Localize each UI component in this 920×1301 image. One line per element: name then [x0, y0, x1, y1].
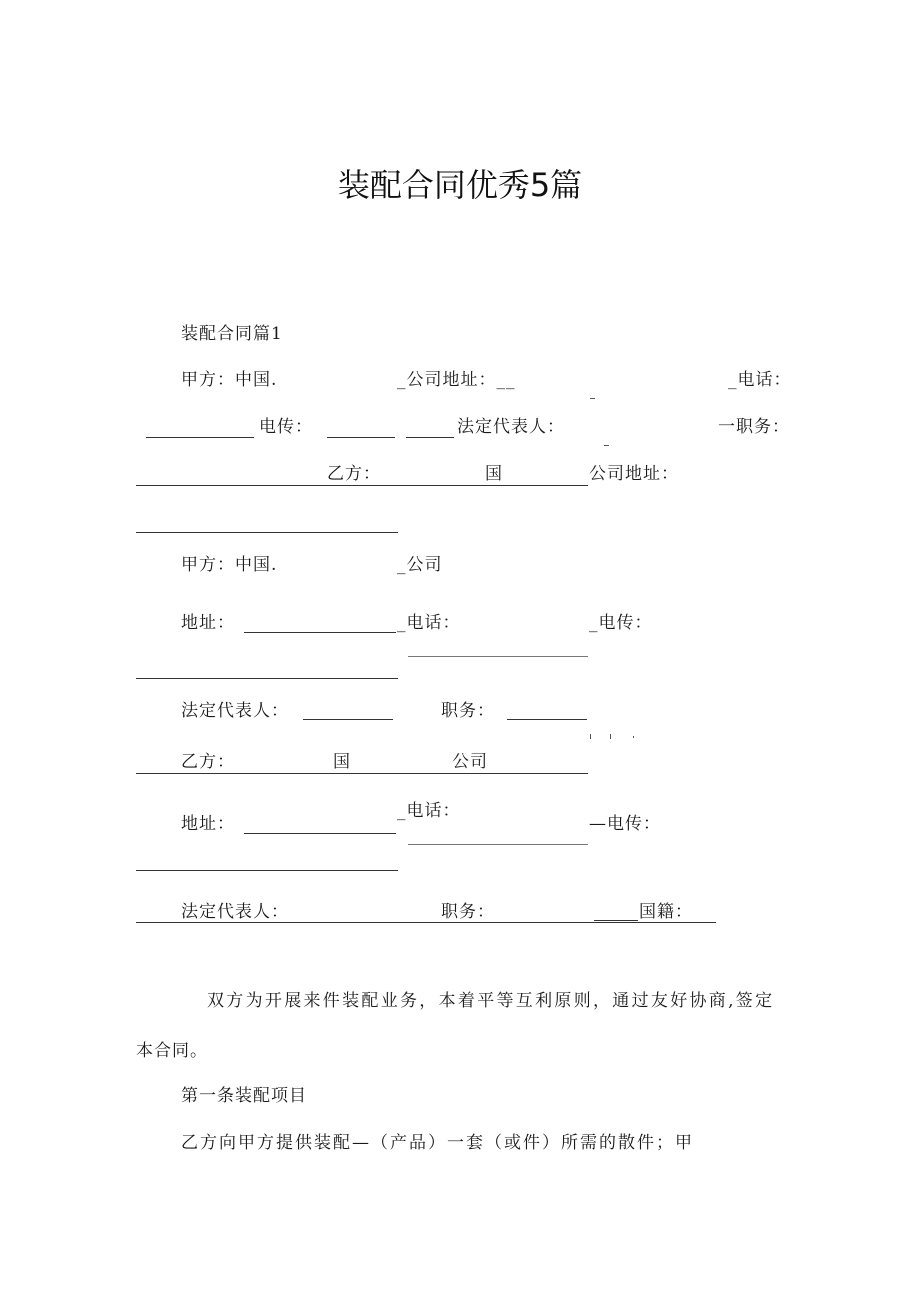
blank-line — [136, 532, 398, 533]
party-a-label: 甲方：中国. — [181, 555, 278, 575]
stray-mark — [604, 445, 609, 446]
header-company-address-b: 公司地址： — [589, 464, 679, 484]
party-b-fax: —电传： — [589, 814, 661, 834]
article-1-text: 乙方向甲方提供装配—（产品）一套（或件）所需的散件；甲 — [181, 1133, 694, 1153]
blank-line — [244, 632, 396, 633]
header-position: 一职务： — [718, 417, 790, 437]
intro-paragraph-line-2: 本合同。 — [136, 1041, 208, 1061]
blank-line — [136, 922, 716, 923]
party-b-legal-rep: 法定代表人： — [181, 902, 289, 922]
blank-line — [146, 437, 254, 438]
blank-line — [408, 844, 588, 845]
party-a-position: 职务： — [441, 701, 495, 721]
header-company-address: _公司地址：__ — [397, 370, 516, 390]
party-a-phone: _电话： — [397, 613, 461, 633]
article-1-heading: 第一条装配项目 — [181, 1086, 307, 1106]
document-title: 装配合同优秀5篇 — [337, 166, 583, 204]
section-heading: 装配合同篇1 — [181, 324, 283, 344]
party-a-fax: _电传： — [589, 613, 653, 633]
party-b-company: 公司 — [452, 752, 488, 772]
blank-line — [136, 485, 588, 486]
party-b-label: 乙方： — [181, 752, 235, 772]
blank-line — [136, 773, 588, 774]
party-a-legal-rep: 法定代表人： — [181, 701, 289, 721]
party-a-company: _公司 — [397, 555, 443, 575]
party-b-address: 地址： — [181, 814, 235, 834]
blank-line — [136, 678, 398, 679]
party-b-nationality: 国籍： — [639, 902, 693, 922]
header-legal-rep: 法定代表人： — [457, 417, 565, 437]
party-b-phone: _电话： — [397, 801, 461, 821]
blank-line — [303, 719, 393, 720]
header-party-a: 甲方：中国. — [181, 370, 278, 390]
blank-line — [507, 719, 587, 720]
header-country: 国 — [485, 464, 503, 484]
stray-mark — [590, 734, 591, 739]
header-phone: _电话： — [728, 370, 792, 390]
stray-mark — [610, 734, 611, 739]
header-party-b: 乙方： — [327, 464, 381, 484]
intro-paragraph-line-1: 双方为开展来件装配业务，本着平等互利原则，通过友好协商,签定 — [207, 991, 775, 1011]
blank-line — [244, 833, 396, 834]
party-b-country: 国 — [333, 752, 351, 772]
blank-line — [406, 437, 454, 438]
blank-line — [408, 656, 588, 657]
stray-mark — [633, 736, 634, 738]
blank-line — [327, 437, 395, 438]
party-a-address: 地址： — [181, 613, 235, 633]
party-b-position: 职务： — [441, 902, 495, 922]
blank-line — [136, 870, 398, 871]
header-fax: 电传： — [259, 417, 313, 437]
blank-line — [594, 920, 638, 921]
stray-mark — [590, 398, 595, 399]
